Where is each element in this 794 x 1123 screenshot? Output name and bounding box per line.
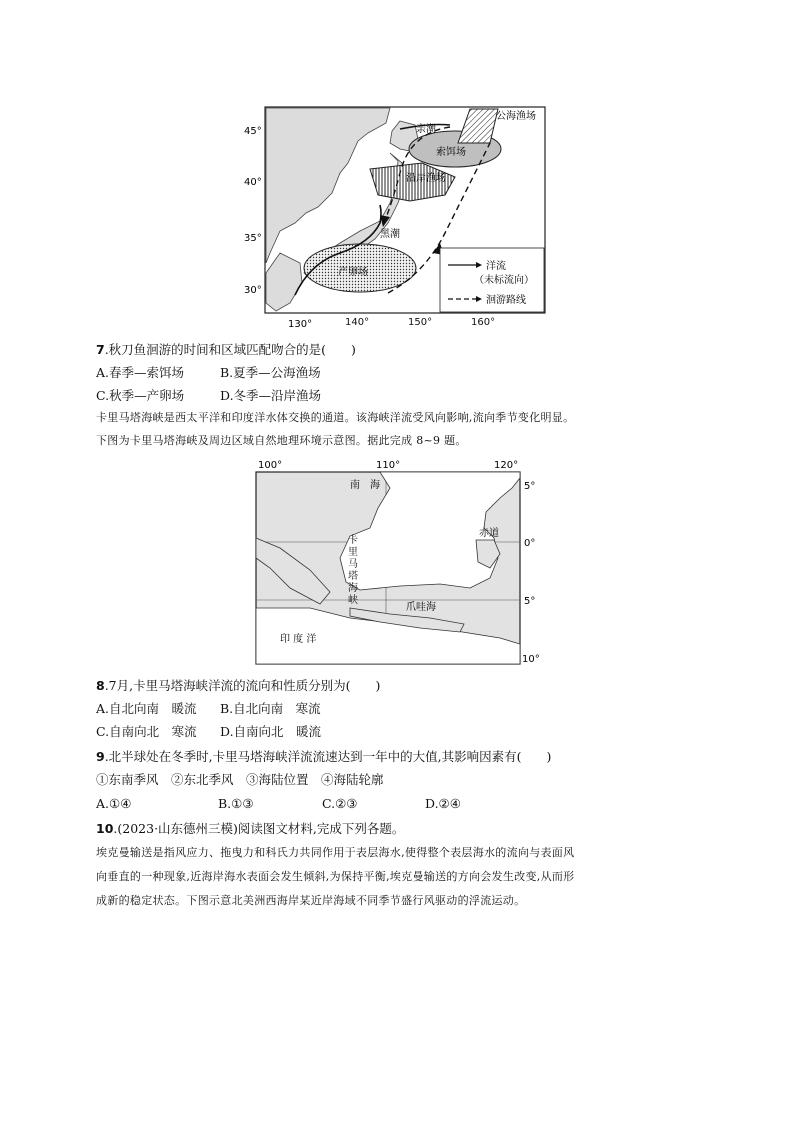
label-south-china-sea: 南 海 — [350, 480, 380, 491]
q7-option-c[interactable]: C.秋季—产卵场 — [96, 388, 185, 403]
karimata-map-svg — [250, 458, 550, 672]
lon-label-150: 150° — [408, 317, 433, 328]
question-10 — [96, 821, 404, 837]
question-7 — [96, 342, 356, 358]
label-equator: 赤道 — [479, 528, 499, 539]
question-9-number: 9 — [96, 749, 105, 764]
q9-option-b[interactable]: B.①③ — [218, 796, 254, 811]
lat-label-30: 30° — [244, 285, 262, 296]
label-java-sea: 爪哇海 — [406, 602, 436, 613]
q8-option-d[interactable]: D.自南向北 暖流 — [220, 724, 322, 739]
label-feeding: 索饵场 — [436, 147, 466, 158]
question-9 — [96, 749, 551, 765]
q10-material-line-3: 成新的稳定状态。下图示意北美洲西海岸某近岸海域不同季节盛行风驱动的浮流运动。 — [96, 894, 526, 907]
question-10-stem: .(2023·山东德州三模)阅读图文材料,完成下列各题。 — [113, 821, 405, 836]
q9-option-c[interactable]: C.②③ — [322, 796, 358, 811]
lon-label-120: 120° — [494, 460, 519, 471]
figure-karimata-map — [250, 458, 550, 672]
legend-current-label: 洋流 — [486, 261, 506, 272]
lat-label-5n: 5° — [524, 481, 536, 492]
lon-label-100: 100° — [258, 460, 283, 471]
material-1-line-2: 下图为卡里马塔海峡及周边区域自然地理环境示意图。据此完成 8~9 题。 — [96, 434, 467, 447]
q9-factors: ①东南季风 ②东北季风 ③海陆位置 ④海陆轮廓 — [96, 772, 384, 787]
lon-label-110: 110° — [376, 460, 401, 471]
label-indian-ocean: 印 度 洋 — [280, 634, 317, 645]
question-8-stem: .7月,卡里马塔海峡洋流的流向和性质分别为( ) — [104, 678, 381, 693]
label-high-seas: 公海渔场 — [496, 111, 536, 122]
label-oyashio: 亲潮 — [416, 124, 436, 135]
q7-option-a[interactable]: A.春季—索饵场 — [96, 365, 185, 380]
lon-label-160: 160° — [471, 317, 496, 328]
q9-option-a[interactable]: A.①④ — [96, 796, 132, 811]
lat-label-10s: 10° — [522, 654, 540, 665]
lat-label-45: 45° — [244, 126, 262, 137]
q7-option-d[interactable]: D.冬季—沿岸渔场 — [220, 388, 322, 403]
lat-label-40: 40° — [244, 177, 262, 188]
lat-label-5s: 5° — [524, 596, 536, 607]
lat-label-35: 35° — [244, 233, 262, 244]
question-8 — [96, 678, 380, 694]
lon-label-130: 130° — [288, 319, 313, 330]
question-10-number: 10 — [96, 821, 114, 836]
q9-option-d[interactable]: D.②④ — [425, 796, 461, 811]
q8-option-a[interactable]: A.自北向南 暖流 — [96, 701, 197, 716]
lon-label-140: 140° — [345, 317, 370, 328]
q8-option-b[interactable]: B.自北向南 寒流 — [220, 701, 321, 716]
lat-label-0: 0° — [524, 538, 536, 549]
question-9-stem: .北半球处在冬季时,卡里马塔海峡洋流流速达到一年中的大值,其影响因素有( ) — [104, 749, 552, 764]
question-8-number: 8 — [96, 678, 105, 693]
question-7-number: 7 — [96, 342, 105, 357]
legend-route-label: 洄游路线 — [486, 295, 526, 306]
label-karimata-strait: 卡里马塔海峡 — [348, 535, 358, 606]
question-7-stem: .秋刀鱼洄游的时间和区域匹配吻合的是( ) — [104, 342, 356, 357]
q10-material-line-1: 埃克曼输送是指风应力、拖曳力和科氏力共同作用于表层海水,使得整个表层海水的流向与表面风 — [96, 846, 575, 859]
label-kuroshio: 黑潮 — [380, 229, 400, 240]
label-coastal: 沿岸渔场 — [406, 173, 446, 184]
material-1-line-1: 卡里马塔海峡是西太平洋和印度洋水体交换的通道。该海峡洋流受风向影响,流向季节变化明显。 — [96, 411, 575, 424]
legend-current-note: （未标流向） — [474, 275, 534, 286]
q7-option-b[interactable]: B.夏季—公海渔场 — [220, 365, 321, 380]
label-spawning: 产卵场 — [338, 267, 368, 278]
q8-option-c[interactable]: C.自南向北 寒流 — [96, 724, 197, 739]
q10-material-line-2: 向垂直的一种现象,近海岸海水表面会发生倾斜,为保持平衡,埃克曼输送的方向会发生改变,从而形 — [96, 870, 575, 883]
